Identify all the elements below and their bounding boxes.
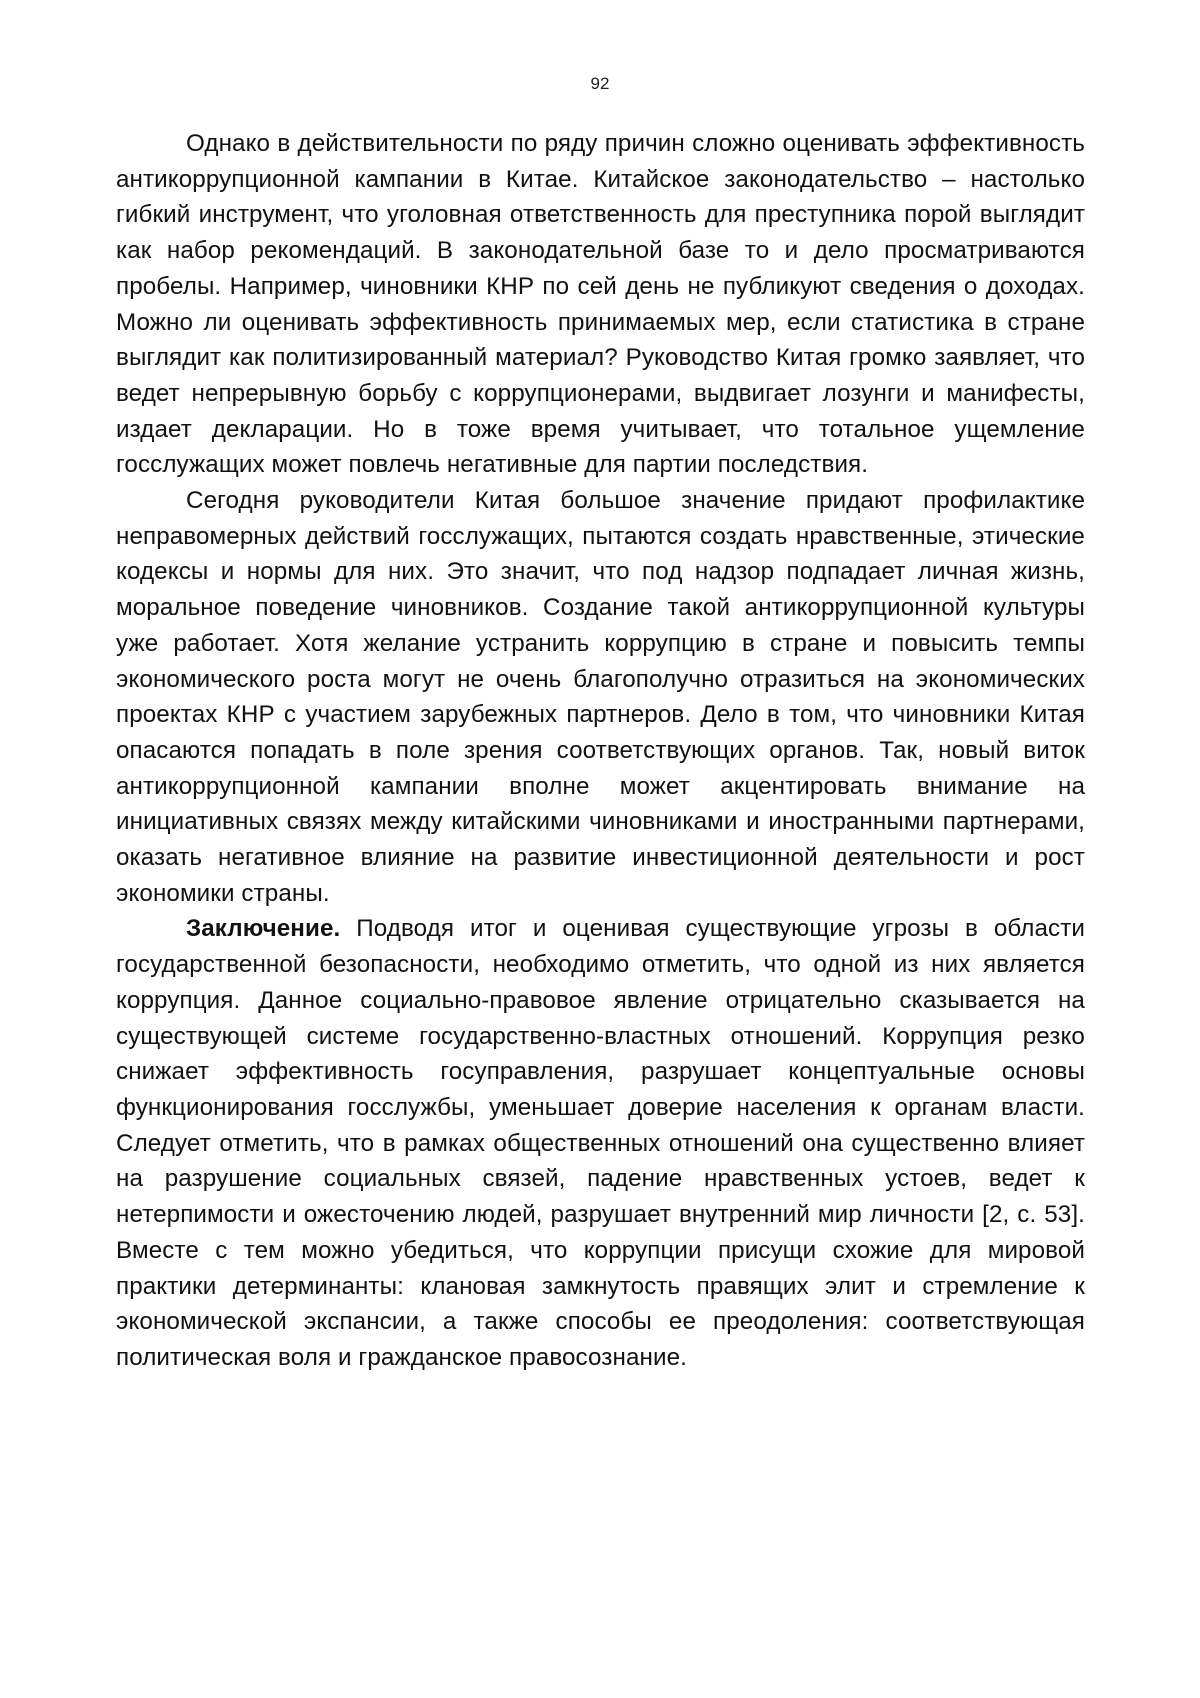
paragraph-text: Сегодня руководители Китая большое значение придают профилактике неправомерных действий госслужащих, пытаются создать нравственные, этические кодексы и нормы для них. Это значит, что под надзор подпадает личная жизнь, моральное поведение чиновников. Создание такой антикоррупционной культуры уже работает. Хотя желание устранить коррупцию в стране и повысить темпы экономического роста могут не очень благополучно отразиться на экономических проектах КНР с участием зарубежных партнеров. Дело в том, что чиновники Китая опасаются попадать в поле зрения соответствующих органов. Так, новый виток антикоррупционной кампании вполне может акцентировать внимание на инициативных связях между китайскими чиновниками и иностранными партнерами, оказать негативное влияние на развитие инвестиционной деятельности и рост экономики страны.	[116, 487, 1085, 907]
paragraph-effectiveness	[116, 126, 1085, 483]
paragraph-text: Подводя итог и оценивая существующие угрозы в области государственной безопасности, необходимо отметить, что одной из них является коррупция. Данное социально-правовое явление отрицательно сказывается на существующей системе государственно-властных отношений. Коррупция резко снижает эффективность госуправления, разрушает концептуальные основы функционирования госслужбы, уменьшает доверие населения к органам власти. Следует отметить, что в рамках общественных отношений она существенно влияет на разрушение социальных связей, падение нравственных устоев, ведет к нетерпимости и ожесточению людей, разрушает внутренний мир личности [2, с. 53]. Вместе с тем можно убедиться, что коррупции присущи схожие для мировой практики детерминанты: клановая замкнутость правящих элит и стремление к экономической экспансии, а также способы ее преодоления: соответствующая политическая воля и гражданское правосознание.	[116, 915, 1085, 1371]
page-number: 92	[590, 74, 610, 93]
paragraph-conclusion	[116, 911, 1085, 1375]
conclusion-heading: Заключение.	[186, 915, 341, 943]
paragraph-prevention	[116, 483, 1085, 911]
body-text	[116, 126, 1085, 1376]
paragraph-text: Однако в действительности по ряду причин сложно оценивать эффективность антикоррупционной кампании в Китае. Китайское законодательство – настолько гибкий инструмент, что уголовная ответственность для преступника порой выглядит как набор рекомендаций. В законодательной базе то и дело просматриваются пробелы. Например, чиновники КНР по сей день не публикуют сведения о доходах. Можно ли оценивать эффективность принимаемых мер, если статистика в стране выглядит как политизированный материал? Руководство Китая громко заявляет, что ведет непрерывную борьбу с коррупционерами, выдвигает лозунги и манифесты, издает декларации. Но в тоже время учитывает, что тотальное ущемление госслужащих может повлечь негативные для партии последствия.	[116, 130, 1085, 479]
